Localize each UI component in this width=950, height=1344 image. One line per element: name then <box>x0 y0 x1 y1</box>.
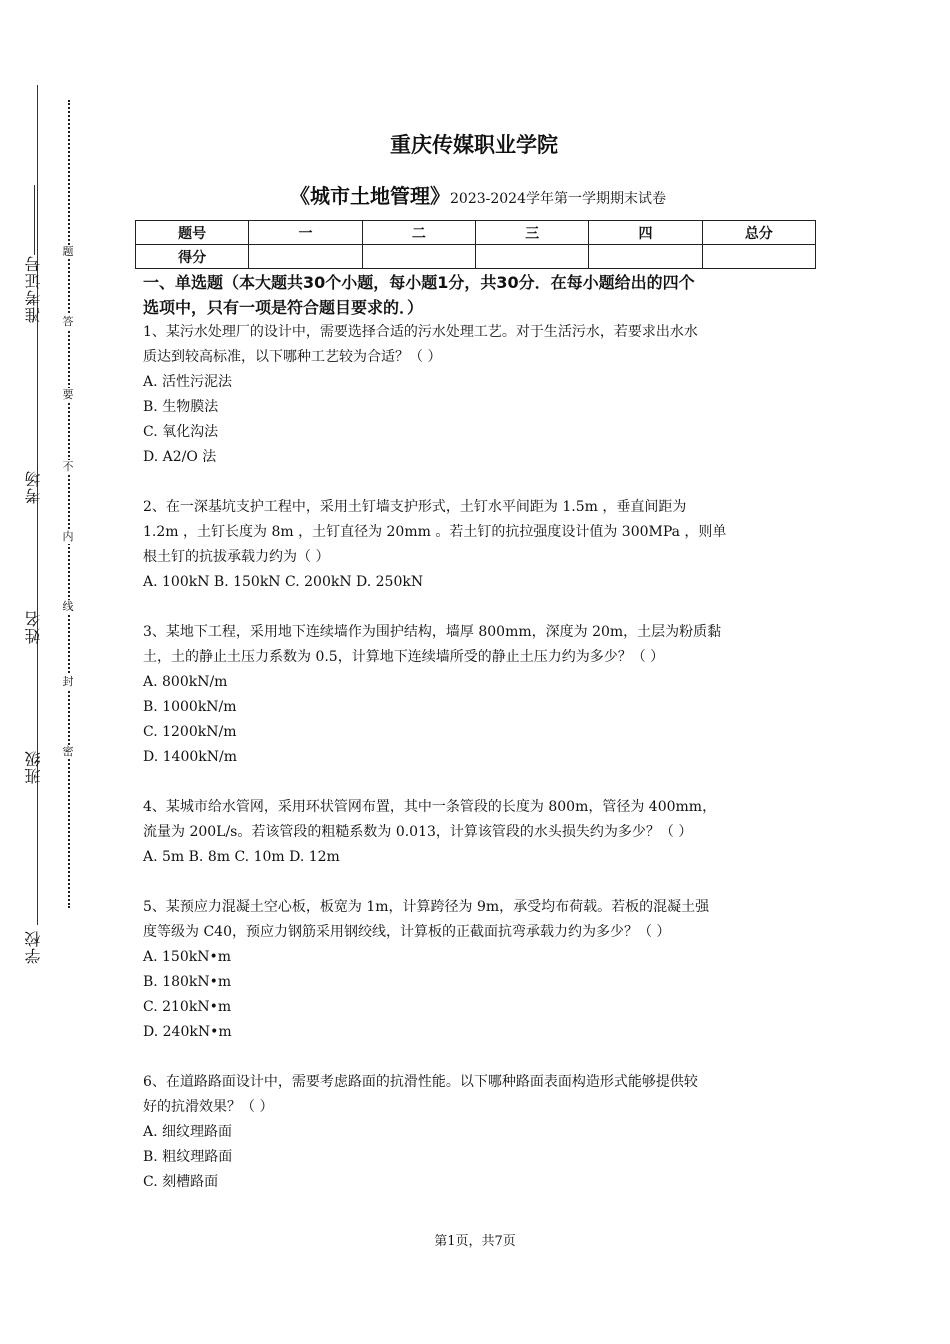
option: D. A2/O 法 <box>143 449 217 465</box>
course-name: 《城市土地管理》 <box>290 184 450 208</box>
option: B. 粗纹理路面 <box>143 1149 233 1165</box>
field-school <box>14 840 54 964</box>
question-text: 好的抗滑效果？（ ） <box>143 1099 274 1115</box>
seal-char: 答 <box>62 315 74 328</box>
section-title <box>143 270 813 320</box>
section-title-line: 一、单选题（本大题共30个小题，每小题1分，共30分．在每小题给出的四个 <box>143 273 695 292</box>
option: C. 210kN•m <box>143 999 232 1015</box>
question-text: 度等级为 C40，预应力钢筋采用钢绞线，计算板的正截面抗弯承载力约为多少？（ ） <box>143 924 671 940</box>
section-title-line: 选项中，只有一项是符合题目要求的．） <box>143 298 424 317</box>
option: A. 5m B. 8m C. 10m D. 12m <box>143 849 340 865</box>
question-text: 根土钉的抗拔承载力约为（ ） <box>143 549 330 565</box>
question-1 <box>143 320 813 470</box>
score-cell: 得分 <box>136 245 249 269</box>
question-text: 1、某污水处理厂的设计中，需要选择合适的污水处理工艺。对于生活污水，若要求出水水 <box>143 324 698 340</box>
score-input-cell[interactable] <box>589 245 702 269</box>
option: B. 1000kN/m <box>143 699 237 715</box>
option: C. 刻槽路面 <box>143 1174 219 1190</box>
question-text: 质达到较高标准，以下哪种工艺较为合适？（ ） <box>143 349 442 365</box>
field-exam-number <box>14 185 54 323</box>
question-text: 4、某城市给水管网，采用环状管网布置，其中一条管段的长度为 800m，管径为 400mm， <box>143 799 717 815</box>
exam-term: 2023-2024学年第一学期期末试卷 <box>450 191 666 207</box>
binding-margin <box>0 0 90 1344</box>
option: D. 240kN•m <box>143 1024 232 1040</box>
score-table <box>135 220 816 269</box>
score-input-cell[interactable] <box>249 245 362 269</box>
exam-title <box>143 172 813 220</box>
score-cell: 三 <box>475 221 588 245</box>
option: A. 800kN/m <box>143 674 228 690</box>
score-input-cell[interactable] <box>362 245 475 269</box>
option: B. 180kN•m <box>143 974 232 990</box>
option: A. 细纹理路面 <box>143 1124 233 1140</box>
question-3 <box>143 620 813 770</box>
question-text: 2、在一深基坑支护工程中，采用土钉墙支护形式，土钉水平间距为 1.5m ，垂直间距为 <box>143 499 687 515</box>
question-text: 3、某地下工程，采用地下连续墙作为围护结构，墙厚 800mm，深度为 20m，土层为粉质黏 <box>143 624 722 640</box>
score-cell: 题号 <box>136 221 249 245</box>
field-label-exam-number: 准考证号 <box>24 255 43 323</box>
question-2 <box>143 495 813 595</box>
seal-char: 密 <box>62 745 74 758</box>
score-table-score-row <box>136 245 816 269</box>
score-cell: 总分 <box>702 221 815 245</box>
score-input-cell[interactable] <box>475 245 588 269</box>
question-text: 5、某预应力混凝土空心板，板宽为 1m，计算跨径为 9m，承受均布荷载。若板的混凝土强 <box>143 899 710 915</box>
option: A. 150kN•m <box>143 949 231 965</box>
score-cell: 四 <box>589 221 702 245</box>
field-name <box>14 530 54 644</box>
school-name: 重庆传媒职业学院 <box>390 133 558 157</box>
seal-char: 要 <box>62 388 74 401</box>
question-text: 1.2m ，土钉长度为 8m ，土钉直径为 20mm 。若土钉的抗拉强度设计值为 300MPa ，则单 <box>143 524 727 540</box>
question-6 <box>143 1070 813 1195</box>
option: A. 活性污泥法 <box>143 374 233 390</box>
field-label-exam-room: 考场 <box>24 470 43 504</box>
seal-char: 线 <box>62 600 74 613</box>
field-label-class: 班级 <box>24 750 43 784</box>
binding-dotted-line <box>68 100 70 908</box>
question-5 <box>143 895 813 1045</box>
option: B. 生物膜法 <box>143 399 219 415</box>
seal-char: 不 <box>62 460 74 473</box>
field-exam-room <box>14 390 54 504</box>
score-table-header-row <box>136 221 816 245</box>
seal-char: 题 <box>62 245 74 258</box>
page-footer: 第1页，共7页 <box>434 1234 516 1249</box>
field-label-name: 姓名 <box>24 610 43 644</box>
score-cell: 一 <box>249 221 362 245</box>
question-text: 6、在道路路面设计中，需要考虑路面的抗滑性能。以下哪种路面表面构造形式能够提供较 <box>143 1074 698 1090</box>
option: A. 100kN B. 150kN C. 200kN D. 250kN <box>143 574 424 590</box>
option: C. 氧化沟法 <box>143 424 219 440</box>
score-input-cell[interactable] <box>702 245 815 269</box>
option: D. 1400kN/m <box>143 749 237 765</box>
option: C. 1200kN/m <box>143 724 237 740</box>
field-class <box>14 670 54 784</box>
exam-content <box>143 128 813 1220</box>
seal-char: 封 <box>62 675 74 688</box>
question-text: 土，土的静止土压力系数为 0.5，计算地下连续墙所受的静止土压力约为多少？（ ） <box>143 649 665 665</box>
question-text: 流量为 200L/s。若该管段的粗糙系数为 0.013，计算该管段的水头损失约为多少？（ ） <box>143 824 693 840</box>
seal-char: 内 <box>62 530 74 543</box>
question-4 <box>143 795 813 870</box>
field-label-school: 学校 <box>24 930 43 964</box>
score-cell: 二 <box>362 221 475 245</box>
